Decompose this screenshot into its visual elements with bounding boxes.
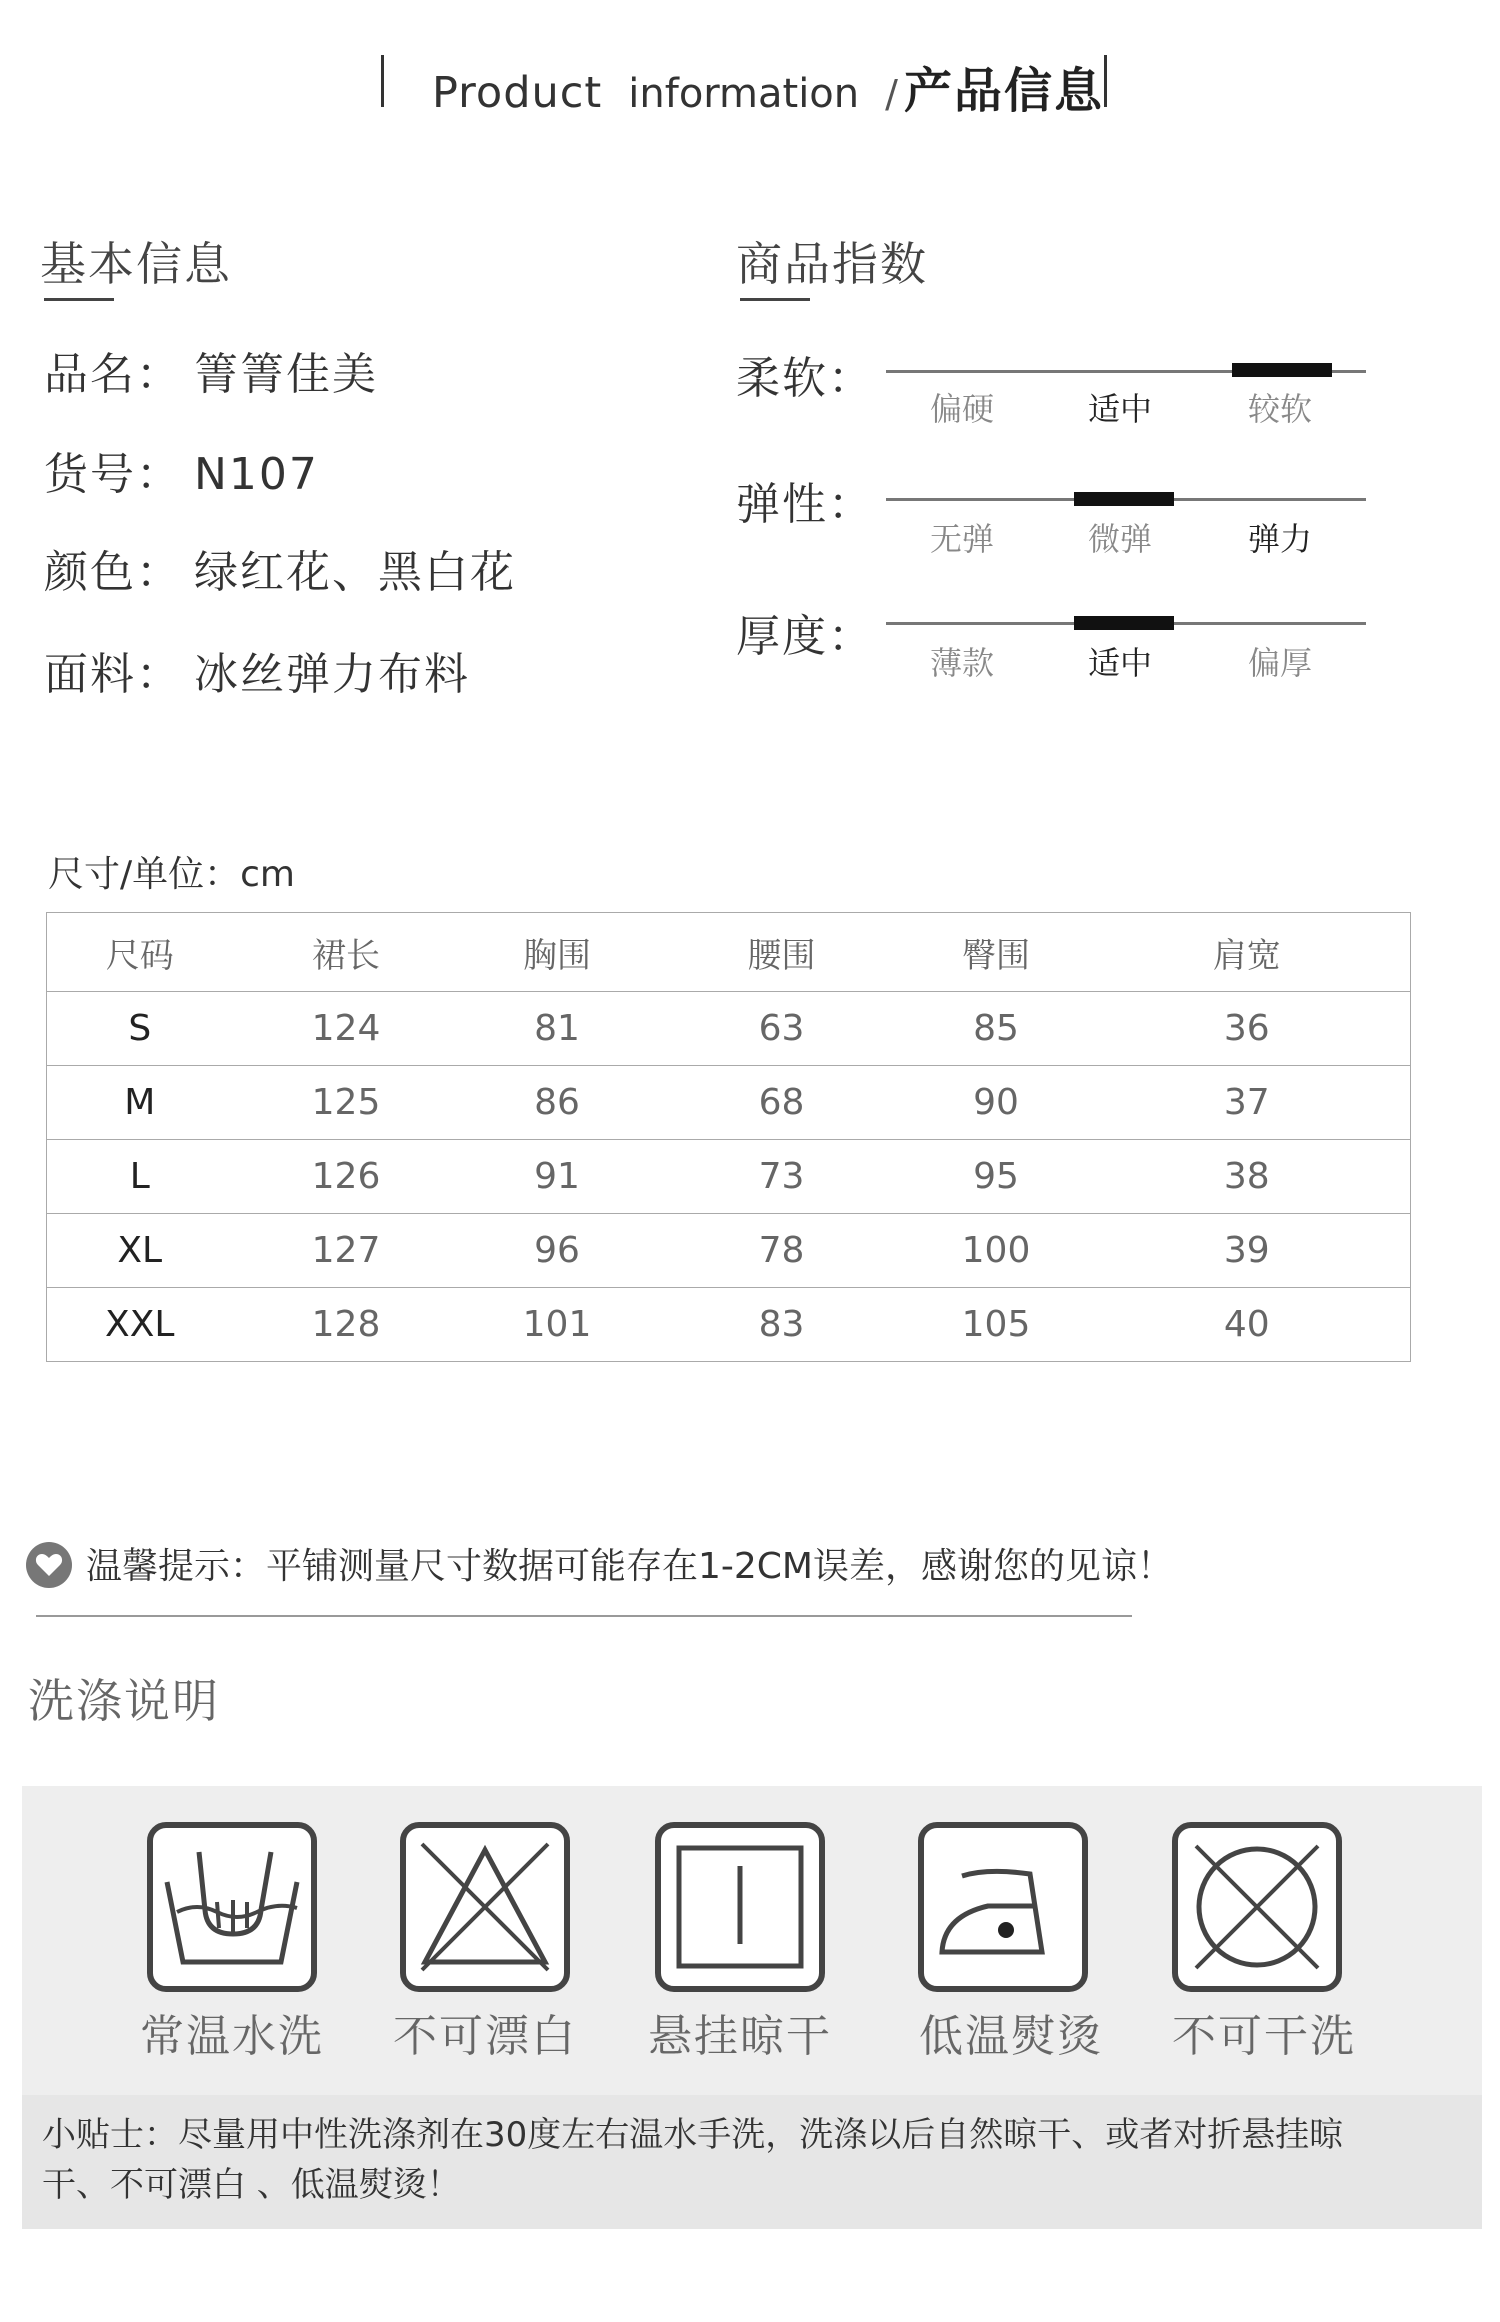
thickness-indicator bbox=[1074, 616, 1174, 630]
title-en-information: information bbox=[628, 71, 860, 117]
table-row bbox=[47, 1288, 1411, 1362]
elasticity-option: 弹力 bbox=[1247, 520, 1312, 558]
hang-dry-icon bbox=[655, 1822, 825, 1992]
info-label: 货号： bbox=[44, 449, 182, 500]
elasticity-option: 无弹 bbox=[929, 520, 994, 558]
thickness-option: 适中 bbox=[1087, 644, 1152, 682]
wash-instructions-title: 洗涤说明 bbox=[28, 1674, 220, 1728]
size-cell: L bbox=[47, 1140, 233, 1214]
info-label: 面料： bbox=[44, 649, 182, 700]
size-cell: S bbox=[47, 992, 233, 1066]
elasticity-label: 弹性： bbox=[736, 479, 874, 530]
info-value: 冰丝弹力布料 bbox=[194, 649, 470, 700]
title-slash: / bbox=[885, 72, 898, 116]
table-cell: 40 bbox=[1084, 1288, 1411, 1362]
table-cell: 73 bbox=[655, 1140, 909, 1214]
elasticity-indicator bbox=[1074, 492, 1174, 506]
product-index-underline bbox=[740, 298, 810, 301]
no-bleach-icon bbox=[400, 1822, 570, 1992]
title-cn: 产品信息 bbox=[903, 63, 1104, 119]
care-label: 低温熨烫 bbox=[919, 2011, 1103, 2062]
softness-indicator bbox=[1232, 363, 1332, 377]
heart-icon bbox=[26, 1542, 72, 1588]
table-cell: 95 bbox=[909, 1140, 1084, 1214]
size-unit-caption: 尺寸/单位：cm bbox=[48, 854, 295, 895]
hand-wash-icon bbox=[147, 1822, 317, 1992]
no-dry-clean-icon bbox=[1172, 1822, 1342, 1992]
info-label: 颜色： bbox=[44, 547, 182, 598]
thickness-option: 偏厚 bbox=[1247, 644, 1312, 682]
care-tips-text: 小贴士：尽量用中性洗涤剂在30度左右温水手洗，洗涤以后自然晾干、或者对折悬挂晾干、不可漂白 、低温熨烫！ bbox=[42, 2115, 1344, 2205]
info-row-color bbox=[44, 536, 516, 600]
size-header-cell: 臀围 bbox=[909, 913, 1084, 992]
table-cell: 85 bbox=[909, 992, 1084, 1066]
divider bbox=[36, 1615, 1132, 1617]
table-cell: 81 bbox=[460, 992, 655, 1066]
info-value: 绿红花、黑白花 bbox=[194, 547, 516, 598]
table-cell: 101 bbox=[460, 1288, 655, 1362]
table-cell: 126 bbox=[233, 1140, 460, 1214]
table-cell: 125 bbox=[233, 1066, 460, 1140]
size-table-header-row bbox=[47, 913, 1411, 992]
header-right-bar bbox=[1104, 55, 1107, 107]
size-header-cell: 胸围 bbox=[460, 913, 655, 992]
size-header-cell: 裙长 bbox=[233, 913, 460, 992]
table-cell: 86 bbox=[460, 1066, 655, 1140]
table-row bbox=[47, 1214, 1411, 1288]
table-cell: 105 bbox=[909, 1288, 1084, 1362]
table-cell: 38 bbox=[1084, 1140, 1411, 1214]
care-label: 悬挂晾干 bbox=[648, 2011, 832, 2062]
table-cell: 83 bbox=[655, 1288, 909, 1362]
table-cell: 90 bbox=[909, 1066, 1084, 1140]
softness-option: 较软 bbox=[1247, 390, 1312, 428]
care-label: 常温水洗 bbox=[140, 2011, 324, 2062]
table-row bbox=[47, 1140, 1411, 1214]
table-cell: 91 bbox=[460, 1140, 655, 1214]
table-cell: 39 bbox=[1084, 1214, 1411, 1288]
info-value: 箐箐佳美 bbox=[194, 349, 378, 400]
thickness-label: 厚度： bbox=[736, 611, 874, 662]
info-row-sku bbox=[44, 438, 319, 502]
thickness-option: 薄款 bbox=[929, 644, 994, 682]
softness-option: 适中 bbox=[1087, 390, 1152, 428]
care-label: 不可干洗 bbox=[1172, 2011, 1356, 2062]
size-header-cell: 腰围 bbox=[655, 913, 909, 992]
table-cell: 68 bbox=[655, 1066, 909, 1140]
info-label: 品名： bbox=[44, 349, 182, 400]
table-cell: 127 bbox=[233, 1214, 460, 1288]
size-table bbox=[46, 912, 1411, 1362]
basic-info-underline bbox=[44, 298, 114, 301]
size-header-cell: 肩宽 bbox=[1084, 913, 1411, 992]
title-en-product: Product bbox=[432, 68, 603, 118]
size-cell: XL bbox=[47, 1214, 233, 1288]
low-iron-icon bbox=[918, 1822, 1088, 1992]
info-row-name bbox=[44, 338, 378, 402]
table-cell: 78 bbox=[655, 1214, 909, 1288]
table-cell: 36 bbox=[1084, 992, 1411, 1066]
page-title bbox=[432, 52, 1104, 119]
size-cell: M bbox=[47, 1066, 233, 1140]
table-cell: 100 bbox=[909, 1214, 1084, 1288]
table-cell: 96 bbox=[460, 1214, 655, 1288]
table-cell: 128 bbox=[233, 1288, 460, 1362]
size-cell: XXL bbox=[47, 1288, 233, 1362]
table-row bbox=[47, 1066, 1411, 1140]
softness-option: 偏硬 bbox=[929, 390, 994, 428]
product-index-title: 商品指数 bbox=[736, 237, 928, 291]
table-row bbox=[47, 992, 1411, 1066]
header-left-bar bbox=[381, 55, 384, 107]
softness-label: 柔软： bbox=[736, 353, 874, 404]
table-cell: 124 bbox=[233, 992, 460, 1066]
elasticity-option: 微弹 bbox=[1087, 520, 1152, 558]
care-label: 不可漂白 bbox=[393, 2011, 577, 2062]
size-header-cell: 尺码 bbox=[47, 913, 233, 992]
table-cell: 37 bbox=[1084, 1066, 1411, 1140]
info-value: N107 bbox=[194, 449, 319, 500]
info-row-fabric bbox=[44, 638, 470, 702]
basic-info-title: 基本信息 bbox=[40, 237, 232, 291]
table-cell: 63 bbox=[655, 992, 909, 1066]
measurement-tip: 温馨提示：平铺测量尺寸数据可能存在1-2CM误差，感谢您的见谅！ bbox=[86, 1546, 1173, 1587]
